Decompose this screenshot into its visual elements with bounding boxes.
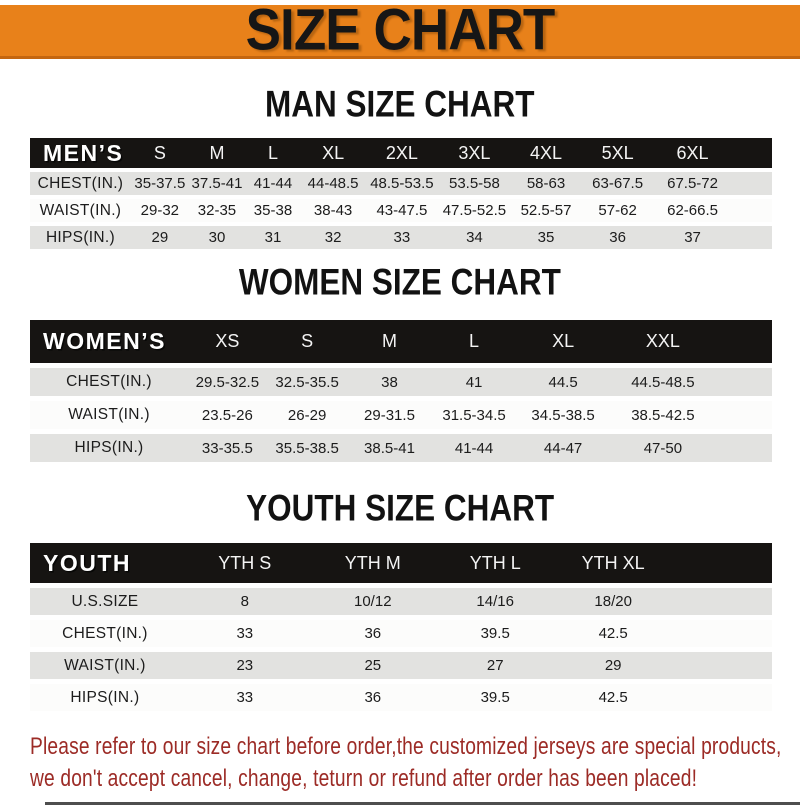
column-header: YTH S <box>218 552 272 573</box>
size-cell: 35.5-38.5 <box>275 439 339 457</box>
size-cell: 25 <box>364 657 382 674</box>
row-label: CHEST(IN.) <box>66 373 152 390</box>
spacer-cell <box>716 368 772 396</box>
size-cell: 47.5-52.5 <box>442 202 507 219</box>
size-cell: 39.5 <box>480 625 510 642</box>
size-cell: 38-43 <box>313 202 353 219</box>
column-header: S <box>153 142 166 163</box>
youth-chart-heading-text: YOUTH SIZE CHART <box>245 488 554 529</box>
size-cell: 39.5 <box>480 689 510 706</box>
size-cell: 41 <box>465 373 483 391</box>
corner-label: WOMEN’S <box>43 328 166 354</box>
size-cell: 26-29 <box>287 406 327 424</box>
size-cell: 29.5-32.5 <box>195 373 260 391</box>
column-header: S <box>301 331 314 351</box>
size-cell: 38.5-42.5 <box>631 406 695 424</box>
size-cell: 42.5 <box>598 689 628 706</box>
size-cell: 44-47 <box>543 439 583 457</box>
size-cell: 37 <box>684 229 701 246</box>
row-label: CHEST(IN.) <box>37 174 124 192</box>
size-cell: 44-48.5 <box>307 175 359 192</box>
men-chart-heading-text: MAN SIZE CHART <box>265 84 535 125</box>
table-row <box>30 684 772 711</box>
size-cell: 53.5-58 <box>448 175 500 192</box>
table-row <box>30 588 772 615</box>
section-women <box>0 262 800 462</box>
table-row <box>30 620 772 647</box>
column-header: YTH XL <box>581 552 645 573</box>
size-cell: 36 <box>609 229 626 246</box>
size-cell: 35-37.5 <box>134 175 186 192</box>
size-cell: 37.5-41 <box>191 175 243 192</box>
size-cell: 33-35.5 <box>201 439 253 457</box>
spacer-cell <box>716 434 772 462</box>
size-cell: 29-32 <box>140 202 180 219</box>
size-cell: 58-63 <box>526 175 566 192</box>
size-cell: 34.5-38.5 <box>531 406 595 424</box>
size-cell: 34 <box>466 229 483 246</box>
table-row <box>30 652 772 679</box>
size-cell: 33 <box>236 625 254 642</box>
size-cell: 67.5-72 <box>667 175 718 192</box>
size-cell: 32.5-35.5 <box>275 373 339 391</box>
size-cell: 33 <box>236 689 254 706</box>
spacer-cell <box>672 588 772 615</box>
women-chart-heading-text: WOMEN SIZE CHART <box>238 262 561 303</box>
column-header: YTH L <box>469 552 521 573</box>
spacer-cell <box>672 543 772 583</box>
women-chart-heading <box>0 262 800 303</box>
size-chart-banner <box>0 0 800 63</box>
size-cell: 31 <box>264 229 282 246</box>
column-header: 2XL <box>385 142 418 163</box>
size-cell: 23 <box>236 657 254 674</box>
column-header: XS <box>215 331 240 351</box>
table-header-row <box>30 320 772 363</box>
column-header: L <box>267 142 278 163</box>
row-label: HIPS(IN.) <box>74 439 144 456</box>
size-cell: 33 <box>393 229 411 246</box>
size-cell: 63-67.5 <box>592 175 644 192</box>
size-cell: 36 <box>364 625 382 642</box>
spacer-cell <box>672 620 772 647</box>
spacer-cell <box>672 684 772 711</box>
size-cell: 29 <box>151 229 169 246</box>
size-cell: 27 <box>486 657 504 674</box>
table-row <box>30 172 772 195</box>
size-cell: 47-50 <box>643 439 683 457</box>
size-cell: 32 <box>324 229 342 246</box>
size-cell: 31.5-34.5 <box>442 406 506 424</box>
size-cell: 35-38 <box>253 202 293 219</box>
note-line-1: Please refer to our size chart before order,the customized jerseys are special products, <box>30 733 782 760</box>
row-label: WAIST(IN.) <box>64 656 146 674</box>
column-header: YTH M <box>344 552 401 573</box>
size-cell: 38 <box>381 373 398 391</box>
size-cell: 14/16 <box>476 593 514 610</box>
corner-label: YOUTH <box>43 549 131 576</box>
size-cell: 62-66.5 <box>667 202 718 219</box>
row-label: WAIST(IN.) <box>68 406 150 423</box>
banner-title: SIZE CHART <box>245 0 555 63</box>
column-header: 4XL <box>530 142 563 163</box>
women-size-table <box>30 320 772 462</box>
table-row <box>30 226 772 249</box>
column-header: 5XL <box>601 142 634 163</box>
spacer-cell <box>732 199 772 222</box>
youth-size-table <box>30 543 772 711</box>
youth-chart-heading <box>0 488 800 529</box>
table-row <box>30 401 772 429</box>
column-header: XL <box>552 331 575 351</box>
size-cell: 29 <box>604 657 622 674</box>
column-header: M <box>381 331 397 351</box>
spacer-cell <box>732 172 772 195</box>
spacer-cell <box>732 138 772 168</box>
corner-label: MEN’S <box>43 139 124 166</box>
section-men <box>0 84 800 249</box>
table-row <box>30 434 772 462</box>
note-line-2: we don't accept cancel, change, teturn or refund after order has been placed! <box>30 765 698 792</box>
column-header: M <box>209 142 225 163</box>
column-header: XL <box>322 142 345 163</box>
column-header: XXL <box>645 331 680 351</box>
row-label: CHEST(IN.) <box>62 624 148 642</box>
size-cell: 44.5 <box>548 373 578 391</box>
spacer-cell <box>672 652 772 679</box>
order-policy-note <box>30 731 800 795</box>
spacer-cell <box>732 226 772 249</box>
size-cell: 10/12 <box>354 593 392 610</box>
size-cell: 44.5-48.5 <box>631 373 695 391</box>
size-cell: 42.5 <box>598 625 628 642</box>
size-cell: 23.5-26 <box>201 406 253 424</box>
size-cell: 38.5-41 <box>364 439 415 457</box>
size-cell: 32-35 <box>197 202 237 219</box>
size-cell: 35 <box>537 229 555 246</box>
size-cell: 52.5-57 <box>520 202 572 219</box>
size-cell: 8 <box>240 593 249 610</box>
table-row <box>30 199 772 222</box>
spacer-cell <box>716 320 772 363</box>
men-size-table <box>30 138 772 249</box>
size-cell: 29-31.5 <box>364 406 415 424</box>
row-label: HIPS(IN.) <box>70 688 140 706</box>
table-header-row <box>30 138 772 168</box>
size-cell: 30 <box>208 229 226 246</box>
size-cell: 41-44 <box>454 439 494 457</box>
spacer-cell <box>716 401 772 429</box>
size-cell: 41-44 <box>253 175 293 192</box>
row-label: U.S.SIZE <box>71 592 139 610</box>
table-row <box>30 368 772 396</box>
size-cell: 18/20 <box>594 593 632 610</box>
row-label: WAIST(IN.) <box>39 201 122 219</box>
size-cell: 57-62 <box>598 202 637 219</box>
column-header: 3XL <box>458 142 491 163</box>
size-cell: 48.5-53.5 <box>370 175 434 192</box>
table-header-row <box>30 543 772 583</box>
column-header: L <box>469 331 480 351</box>
men-chart-heading <box>0 84 800 125</box>
size-cell: 36 <box>364 689 382 706</box>
row-label: HIPS(IN.) <box>45 228 115 246</box>
column-header: 6XL <box>676 142 709 163</box>
size-cell: 43-47.5 <box>376 202 428 219</box>
section-youth <box>0 488 800 711</box>
